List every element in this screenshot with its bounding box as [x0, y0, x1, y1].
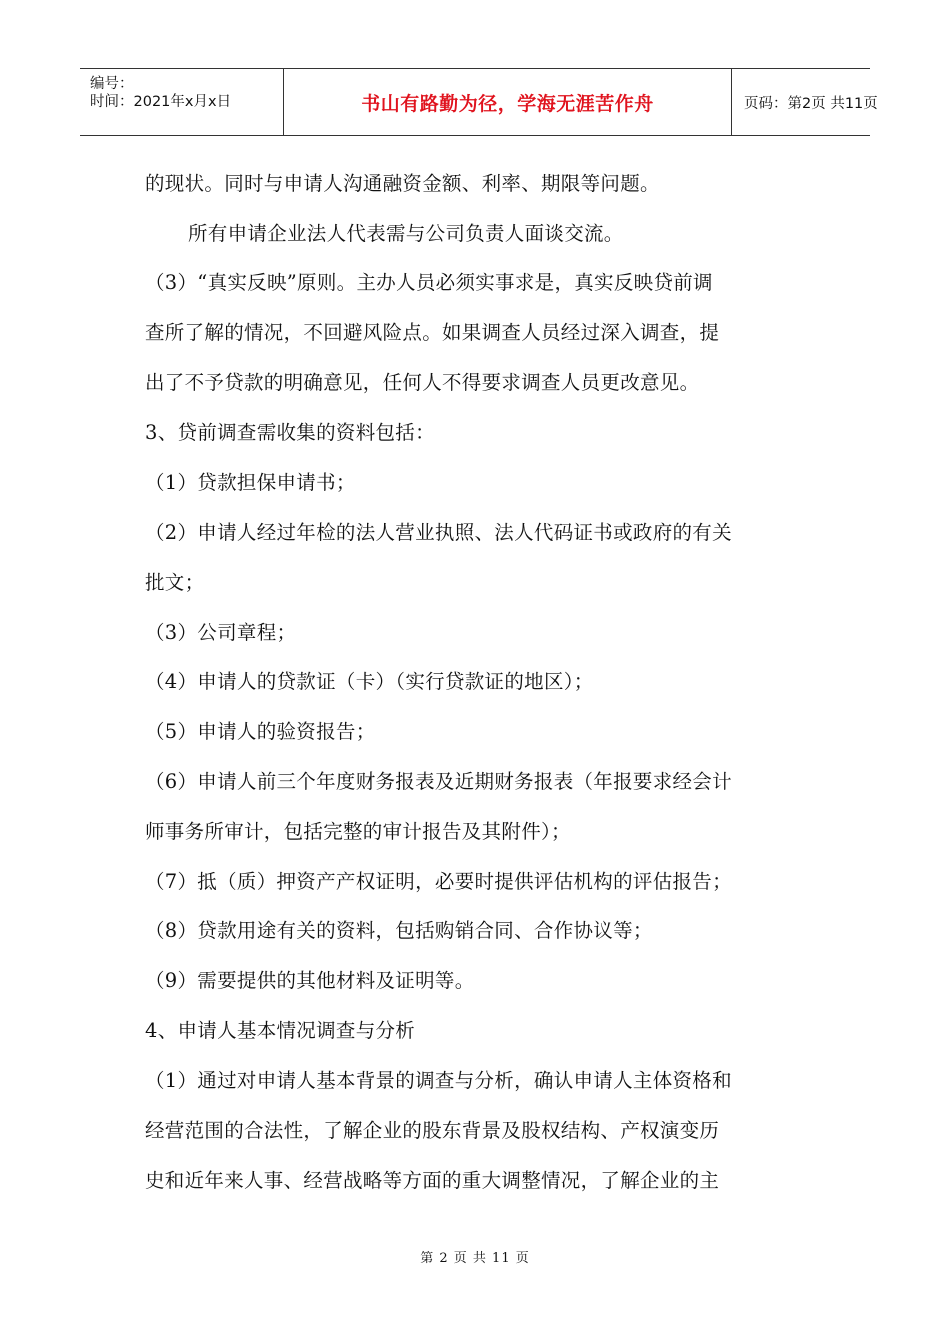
body-line: 所有申请企业法人代表需与公司负责人面谈交流。	[188, 222, 624, 245]
body-line: （3）“真实反映”原则。主办人员必须实事求是，真实反映贷前调	[145, 271, 713, 294]
body-line: 出了不予贷款的明确意见，任何人不得要求调查人员更改意见。	[145, 371, 700, 394]
list-item: （1）通过对申请人基本背景的调查与分析，确认申请人主体资格和	[145, 1069, 732, 1092]
list-item: （4）申请人的贷款证（卡）（实行贷款证的地区）；	[145, 670, 594, 693]
list-item-continuation: 师事务所审计，包括完整的审计报告及其附件）；	[145, 820, 571, 843]
section-heading: 4、申请人基本情况调查与分析	[145, 1019, 416, 1042]
list-item: （3）公司章程；	[145, 621, 297, 644]
list-item-continuation: 经营范围的合法性，了解企业的股东背景及股权结构、产权演变历	[145, 1119, 720, 1142]
list-item: （8）贷款用途有关的资料，包括购销合同、合作协议等；	[145, 919, 653, 942]
date-line: 时间：2021年x月x日	[90, 94, 232, 110]
motto-text: 书山有路勤为径，学海无涯苦作舟	[361, 92, 654, 115]
page-footer: 第 2 页 共 11 页	[420, 1251, 530, 1266]
section-heading: 3、贷前调查需收集的资料包括：	[145, 421, 435, 444]
list-item-continuation: 批文；	[145, 571, 205, 594]
page-info: 页码：第2页 共11页	[744, 95, 878, 112]
list-item: （5）申请人的验资报告；	[145, 720, 376, 743]
header-page-cell	[732, 69, 878, 135]
list-item: （6）申请人前三个年度财务报表及近期财务报表（年报要求经会计	[145, 770, 732, 793]
list-item: （1）贷款担保申请书；	[145, 471, 356, 494]
body-line: 查所了解的情况，不回避风险点。如果调查人员经过深入调查，提	[145, 321, 720, 344]
document-header	[80, 68, 878, 136]
serial-number-label: 编号：	[90, 76, 134, 92]
header-meta-cell	[80, 69, 283, 135]
header-motto-cell	[283, 69, 732, 135]
list-item: （2）申请人经过年检的法人营业执照、法人代码证书或政府的有关	[145, 521, 732, 544]
list-item-continuation: 史和近年来人事、经营战略等方面的重大调整情况，了解企业的主	[145, 1169, 720, 1192]
list-item: （9）需要提供的其他材料及证明等。	[145, 969, 475, 992]
body-line: 的现状。同时与申请人沟通融资金额、利率、期限等问题。	[145, 172, 660, 195]
list-item: （7）抵（质）押资产产权证明，必要时提供评估机构的评估报告；	[145, 870, 732, 893]
